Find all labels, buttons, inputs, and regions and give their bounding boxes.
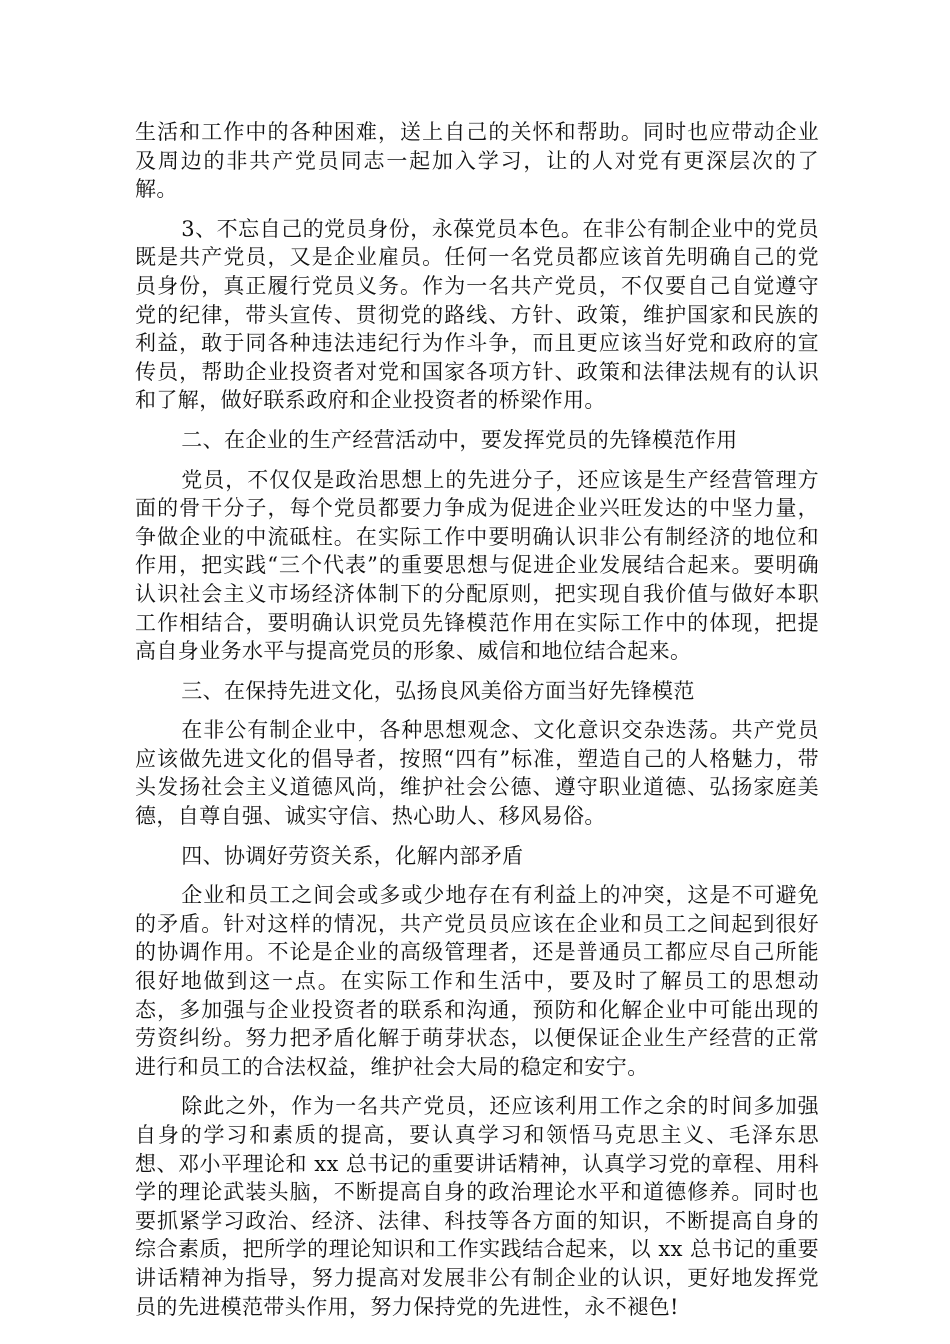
section-heading-3: 三、在保持先进文化，弘扬良风美俗方面当好先锋模范 [181,678,695,703]
section-heading-4: 四、协调好劳资关系，化解内部矛盾 [181,843,524,868]
paragraph-party-identity: 3、不忘自己的党员身份，永葆党员本色。在非公有制企业中的党员既是共产党员，又是企业雇员。任何一名党员都应该首先明确自己的党员身份，真正履行党员义务。作为一名共产党员，不仅要自己自觉遵守党的纪律，带头宣传、贯彻党的路线、方针、政策，维护国家和民族的利益，敢于同各种违法违纪行为作斗争，而且更应该当好党和政府的宣传员，帮助企业投资者对党和国家各项方针、政策和法律法规有的认识和了解，做好联系政府和企业投资者的桥梁作用。 [135,216,819,413]
document-page [135,118,819,1332]
paragraph-advanced-culture: 在非公有制企业中，各种思想观念、文化意识交杂迭荡。共产党员应该做先进文化的倡导者，按照“四有”标准，塑造自己的人格魅力，带头发扬社会主义道德风尚，维护社会公德、遵守职业道德、弘扬家庭美德，自尊自强、诚实守信、热心助人、移风易俗。 [135,718,819,829]
paragraph-labor-relations: 企业和员工之间会或多或少地存在有利益上的冲突，这是不可避免的矛盾。针对这样的情况，共产党员员应该在企业和员工之间起到很好的协调作用。不论是企业的高级管理者，还是普通员工都应尽自己所能很好地做到这一点。在实际工作和生活中，要及时了解员工的思想动态，多加强与企业投资者的联系和沟通，预防和化解企业中可能出现的劳资纠纷。努力把矛盾化解于萌芽状态，以便保证企业生产经营的正常进行和员工的合法权益，维护社会大局的稳定和安宁。 [135,883,819,1079]
paragraph-continuation: 生活和工作中的各种困难，送上自己的关怀和帮助。同时也应带动企业及周边的非共产党员同志一起加入学习，让的人对党有更深层次的了解。 [135,120,819,202]
paragraph-conclusion: 除此之外，作为一名共产党员，还应该利用工作之余的时间多加强自身的学习和素质的提高，要认真学习和领悟马克思主义、毛泽东思想、邓小平理论和 xx 总书记的重要讲话精神，认真学习党的章程、用科学的理论武装头脑，不断提高自身的政治理论水平和道德修养。同时也要抓紧学习政治、经济、法律、科技等各方面的知识，不断提高自身的综合素质，把所学的理论知识和工作实践结合起来，以 xx 总书记的重要讲话精神为指导，努力提高对发展非公有制企业的认识，更好地发挥党员的先进模范带头作用，努力保持党的先进性，永不褪色! [135,1094,819,1319]
section-heading-2: 二、在企业的生产经营活动中，要发挥党员的先锋模范作用 [181,427,738,452]
paragraph-vanguard-role: 党员，不仅仅是政治思想上的先进分子，还应该是生产经营管理方面的骨干分子，每个党员都要力争成为促进企业兴旺发达的中坚力量，争做企业的中流砥柱。在实际工作中要明确认识非公有制经济的地位和作用，把实践“三个代表”的重要思想与促进企业发展结合起来。要明确认识社会主义市场经济体制下的分配原则，把实现自我价值与做好本职工作相结合，要明确认识党员先锋模范作用在实际工作中的体现，把提高自身业务水平与提高党员的形象、威信和地位结合起来。 [135,467,819,664]
